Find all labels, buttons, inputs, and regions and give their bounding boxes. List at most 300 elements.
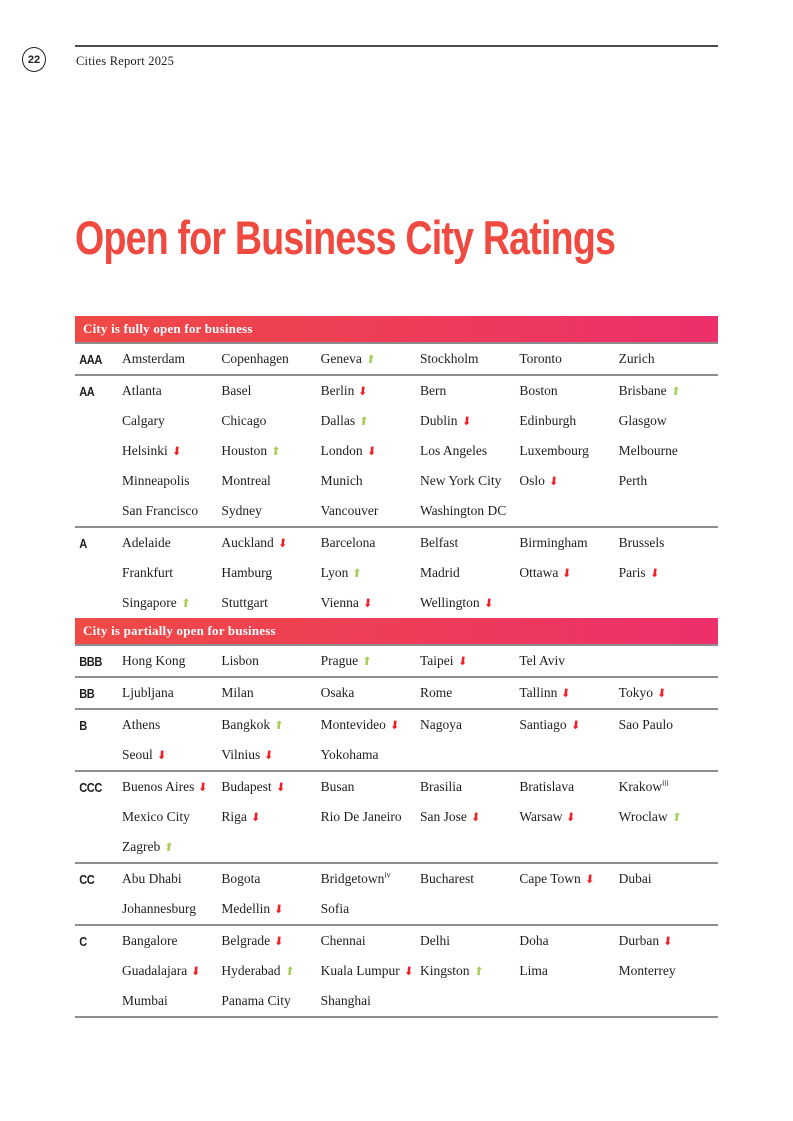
city-name: Buenos Aires bbox=[122, 779, 195, 794]
city-name: Bucharest bbox=[420, 871, 474, 886]
city-cell bbox=[221, 871, 320, 887]
rating-group bbox=[75, 924, 718, 1018]
city-cell bbox=[619, 535, 718, 551]
city-cell bbox=[122, 901, 221, 917]
section-band bbox=[75, 316, 718, 344]
trend-up-icon: ⬆ bbox=[180, 596, 192, 610]
city-name: Shanghai bbox=[320, 993, 371, 1008]
city-cell bbox=[122, 809, 221, 825]
city-cell bbox=[122, 747, 221, 763]
city-name: Krakow bbox=[618, 779, 663, 794]
city-cell bbox=[420, 473, 519, 489]
city-name: Geneva bbox=[320, 351, 362, 366]
city-cell bbox=[221, 535, 320, 551]
city-name: Santiago bbox=[519, 717, 567, 732]
city-name: Prague bbox=[320, 653, 359, 668]
city-cell bbox=[321, 963, 420, 979]
city-name: Taipei bbox=[420, 653, 454, 668]
city-name: Amsterdam bbox=[122, 351, 185, 366]
rating-group bbox=[75, 526, 718, 618]
city-cell bbox=[221, 717, 320, 733]
table-row bbox=[75, 466, 718, 496]
table-row bbox=[75, 772, 718, 802]
ratings-table bbox=[75, 316, 718, 1018]
city-name: Sao Paulo bbox=[618, 717, 674, 732]
city-cell bbox=[519, 933, 618, 949]
city-cell bbox=[519, 565, 618, 581]
rating-label: BB bbox=[79, 685, 95, 701]
city-name: Houston bbox=[221, 443, 268, 458]
city-name: Bogota bbox=[221, 871, 261, 886]
table-row bbox=[75, 558, 718, 588]
city-name: Tokyo bbox=[618, 685, 653, 700]
table-row bbox=[75, 646, 718, 676]
city-cell bbox=[122, 933, 221, 949]
city-cell bbox=[221, 993, 320, 1009]
city-name: Boston bbox=[519, 383, 558, 398]
rating-group bbox=[75, 646, 718, 676]
city-name: Minneapolis bbox=[122, 473, 190, 488]
city-name: Los Angeles bbox=[420, 443, 488, 458]
trend-down-icon: ⬇ bbox=[277, 536, 289, 550]
city-cell bbox=[420, 933, 519, 949]
footnote-marker: iv bbox=[384, 870, 391, 880]
city-cell bbox=[321, 443, 420, 459]
city-name: Lima bbox=[519, 963, 548, 978]
city-cell bbox=[321, 595, 420, 611]
table-row bbox=[75, 376, 718, 406]
city-cell bbox=[122, 839, 221, 855]
trend-down-icon: ⬇ bbox=[171, 444, 183, 458]
city-name: Stockholm bbox=[420, 351, 479, 366]
trend-down-icon: ⬇ bbox=[569, 718, 581, 732]
table-row bbox=[75, 956, 718, 986]
table-row bbox=[75, 496, 718, 526]
city-cell bbox=[221, 901, 320, 917]
city-name: Birmingham bbox=[519, 535, 588, 550]
city-cell bbox=[420, 809, 519, 825]
trend-down-icon: ⬇ bbox=[456, 654, 468, 668]
city-name: Warsaw bbox=[519, 809, 563, 824]
city-name: Lisbon bbox=[221, 653, 259, 668]
band-label: City is partially open for business bbox=[83, 623, 276, 638]
city-cell bbox=[122, 383, 221, 399]
city-cell bbox=[420, 351, 519, 367]
table-row bbox=[75, 864, 718, 894]
city-name: Brisbane bbox=[618, 383, 667, 398]
city-cell bbox=[619, 565, 718, 581]
city-name: Tallinn bbox=[519, 685, 558, 700]
city-name: Busan bbox=[320, 779, 355, 794]
city-cell bbox=[221, 747, 320, 763]
city-cell bbox=[420, 503, 519, 519]
trend-down-icon: ⬇ bbox=[362, 596, 374, 610]
city-cell bbox=[221, 809, 320, 825]
city-cell bbox=[321, 473, 420, 489]
trend-down-icon: ⬇ bbox=[561, 566, 573, 580]
trend-up-icon: ⬆ bbox=[361, 654, 373, 668]
city-name: Budapest bbox=[221, 779, 272, 794]
city-name: Athens bbox=[122, 717, 161, 732]
city-cell bbox=[321, 933, 420, 949]
table-row bbox=[75, 344, 718, 374]
city-cell bbox=[619, 383, 718, 399]
city-cell bbox=[619, 809, 718, 825]
city-cell bbox=[221, 443, 320, 459]
city-name: Basel bbox=[221, 383, 252, 398]
trend-down-icon: ⬇ bbox=[273, 902, 285, 916]
city-name: Guadalajara bbox=[122, 963, 188, 978]
table-row bbox=[75, 894, 718, 924]
city-name: New York City bbox=[420, 473, 502, 488]
rating-label: AAA bbox=[79, 351, 102, 367]
city-name: Rio De Janeiro bbox=[320, 809, 402, 824]
city-name: Hyderabad bbox=[221, 963, 281, 978]
trend-down-icon: ⬇ bbox=[565, 810, 577, 824]
city-cell bbox=[321, 747, 420, 763]
table-row bbox=[75, 678, 718, 708]
city-cell bbox=[519, 809, 618, 825]
table-row bbox=[75, 802, 718, 832]
city-cell bbox=[519, 717, 618, 733]
city-cell bbox=[321, 565, 420, 581]
city-cell bbox=[122, 565, 221, 581]
city-name: Kingston bbox=[420, 963, 470, 978]
city-cell bbox=[122, 779, 221, 795]
rating-label: AA bbox=[79, 383, 95, 399]
rating-label: CCC bbox=[79, 779, 102, 795]
city-name: Vancouver bbox=[320, 503, 379, 518]
trend-down-icon: ⬇ bbox=[156, 748, 168, 762]
city-cell bbox=[122, 413, 221, 429]
city-cell bbox=[122, 473, 221, 489]
city-cell bbox=[519, 653, 618, 669]
city-cell bbox=[420, 963, 519, 979]
city-name: Sydney bbox=[221, 503, 262, 518]
city-name: Durban bbox=[618, 933, 660, 948]
city-name: Medellin bbox=[221, 901, 271, 916]
city-cell bbox=[122, 443, 221, 459]
band-label: City is fully open for business bbox=[83, 321, 253, 336]
section-band bbox=[75, 618, 718, 646]
city-cell bbox=[122, 653, 221, 669]
city-name: Lyon bbox=[320, 565, 349, 580]
city-name: Milan bbox=[221, 685, 254, 700]
city-name: Mumbai bbox=[122, 993, 168, 1008]
trend-up-icon: ⬆ bbox=[163, 840, 175, 854]
city-name: Luxembourg bbox=[519, 443, 589, 458]
city-cell bbox=[519, 473, 618, 489]
page-title: Open for Business City Ratings bbox=[75, 211, 616, 264]
table-row bbox=[75, 740, 718, 770]
city-cell bbox=[221, 413, 320, 429]
city-name: Zurich bbox=[618, 351, 655, 366]
city-cell bbox=[420, 565, 519, 581]
footnote-marker: iii bbox=[662, 778, 669, 788]
city-cell bbox=[519, 779, 618, 795]
city-cell bbox=[619, 963, 718, 979]
city-name: Sofia bbox=[320, 901, 350, 916]
city-name: Dubai bbox=[618, 871, 652, 886]
city-cell bbox=[420, 685, 519, 701]
page-number: 22 bbox=[27, 53, 41, 66]
city-name: Bangkok bbox=[221, 717, 271, 732]
rating-group bbox=[75, 676, 718, 708]
city-cell bbox=[420, 535, 519, 551]
trend-up-icon: ⬆ bbox=[670, 810, 682, 824]
city-name: Chicago bbox=[221, 413, 267, 428]
city-cell bbox=[619, 871, 718, 887]
city-cell bbox=[321, 901, 420, 917]
city-cell bbox=[619, 933, 718, 949]
city-name: Johannesburg bbox=[122, 901, 196, 916]
city-name: Panama City bbox=[221, 993, 291, 1008]
city-name: Abu Dhabi bbox=[122, 871, 182, 886]
city-cell bbox=[321, 809, 420, 825]
trend-down-icon: ⬇ bbox=[656, 686, 668, 700]
city-cell bbox=[619, 473, 718, 489]
city-name: Mexico City bbox=[122, 809, 190, 824]
city-cell bbox=[519, 963, 618, 979]
city-name: Oslo bbox=[519, 473, 545, 488]
city-cell bbox=[619, 443, 718, 459]
trend-down-icon: ⬇ bbox=[274, 780, 286, 794]
city-name: Barcelona bbox=[320, 535, 376, 550]
city-cell bbox=[420, 779, 519, 795]
trend-down-icon: ⬇ bbox=[482, 596, 495, 610]
trend-down-icon: ⬇ bbox=[190, 964, 202, 978]
city-name: Delhi bbox=[420, 933, 450, 948]
city-name: Washington DC bbox=[420, 503, 507, 518]
city-name: Paris bbox=[618, 565, 646, 580]
trend-down-icon: ⬇ bbox=[357, 384, 369, 398]
trend-down-icon: ⬇ bbox=[263, 748, 275, 762]
city-name: Chennai bbox=[320, 933, 366, 948]
city-name: San Jose bbox=[420, 809, 467, 824]
city-name: Atlanta bbox=[122, 383, 162, 398]
city-cell bbox=[122, 993, 221, 1009]
city-name: Calgary bbox=[122, 413, 165, 428]
table-row bbox=[75, 986, 718, 1016]
city-name: Ljubljana bbox=[122, 685, 174, 700]
rating-group bbox=[75, 770, 718, 862]
city-name: Yokohama bbox=[320, 747, 379, 762]
city-name: Riga bbox=[221, 809, 247, 824]
city-name: Auckland bbox=[221, 535, 274, 550]
city-name: Copenhagen bbox=[221, 351, 289, 366]
table-row bbox=[75, 710, 718, 740]
city-name: Tel Aviv bbox=[519, 653, 566, 668]
trend-up-icon: ⬆ bbox=[365, 352, 377, 366]
trend-up-icon: ⬆ bbox=[358, 414, 370, 428]
city-cell bbox=[221, 473, 320, 489]
city-name: Frankfurt bbox=[122, 565, 173, 580]
table-row bbox=[75, 926, 718, 956]
city-cell bbox=[519, 685, 618, 701]
city-cell bbox=[321, 383, 420, 399]
city-cell bbox=[321, 535, 420, 551]
city-cell bbox=[221, 963, 320, 979]
report-name: Cities Report 2025 bbox=[76, 54, 175, 68]
city-cell bbox=[221, 503, 320, 519]
city-cell bbox=[122, 503, 221, 519]
city-cell bbox=[122, 351, 221, 367]
city-name: Hong Kong bbox=[122, 653, 186, 668]
city-name: Brussels bbox=[618, 535, 665, 550]
trend-up-icon: ⬆ bbox=[669, 384, 682, 398]
rating-group bbox=[75, 862, 718, 924]
city-name: Edinburgh bbox=[519, 413, 577, 428]
city-name: Seoul bbox=[122, 747, 153, 762]
city-cell bbox=[321, 503, 420, 519]
trend-down-icon: ⬇ bbox=[560, 686, 572, 700]
city-cell bbox=[519, 443, 618, 459]
trend-up-icon: ⬆ bbox=[283, 964, 295, 978]
trend-down-icon: ⬇ bbox=[365, 444, 378, 458]
city-cell bbox=[519, 413, 618, 429]
city-cell bbox=[221, 933, 320, 949]
city-name: Helsinki bbox=[122, 443, 168, 458]
city-name: Zagreb bbox=[122, 839, 161, 854]
trend-down-icon: ⬇ bbox=[197, 780, 209, 794]
city-name: Vilnius bbox=[221, 747, 261, 762]
trend-down-icon: ⬇ bbox=[273, 934, 285, 948]
city-cell bbox=[420, 653, 519, 669]
city-cell bbox=[221, 685, 320, 701]
table-row bbox=[75, 832, 718, 862]
rating-label: A bbox=[79, 535, 87, 551]
city-name: Bangalore bbox=[122, 933, 178, 948]
table-row bbox=[75, 528, 718, 558]
city-cell bbox=[619, 779, 718, 795]
trend-up-icon: ⬆ bbox=[270, 444, 282, 458]
city-name: Adelaide bbox=[122, 535, 171, 550]
city-name: Bern bbox=[420, 383, 447, 398]
trend-down-icon: ⬇ bbox=[389, 718, 401, 732]
city-name: Doha bbox=[519, 933, 549, 948]
city-name: Madrid bbox=[420, 565, 460, 580]
city-cell bbox=[321, 871, 420, 887]
rating-label: CC bbox=[79, 871, 95, 887]
city-name: Monterrey bbox=[618, 963, 676, 978]
trend-up-icon: ⬆ bbox=[273, 718, 285, 732]
city-name: Bratislava bbox=[519, 779, 575, 794]
city-cell bbox=[122, 535, 221, 551]
trend-down-icon: ⬇ bbox=[460, 414, 472, 428]
rating-label: BBB bbox=[79, 653, 102, 669]
city-cell bbox=[619, 685, 718, 701]
city-cell bbox=[221, 351, 320, 367]
city-name: Hamburg bbox=[221, 565, 273, 580]
city-cell bbox=[321, 685, 420, 701]
city-cell bbox=[420, 413, 519, 429]
city-name: Melbourne bbox=[618, 443, 678, 458]
city-name: Brasilia bbox=[420, 779, 462, 794]
city-cell bbox=[519, 383, 618, 399]
city-name: Perth bbox=[618, 473, 648, 488]
city-name: Vienna bbox=[320, 595, 359, 610]
city-name: Wroclaw bbox=[618, 809, 668, 824]
trend-down-icon: ⬇ bbox=[403, 964, 415, 978]
city-cell bbox=[321, 413, 420, 429]
city-name: Stuttgart bbox=[221, 595, 268, 610]
city-cell bbox=[519, 351, 618, 367]
trend-down-icon: ⬇ bbox=[648, 566, 661, 580]
city-cell bbox=[221, 779, 320, 795]
city-cell bbox=[519, 871, 618, 887]
city-name: Glasgow bbox=[618, 413, 667, 428]
table-row bbox=[75, 588, 718, 618]
city-name: Dublin bbox=[420, 413, 458, 428]
city-cell bbox=[221, 653, 320, 669]
city-name: Singapore bbox=[122, 595, 177, 610]
trend-down-icon: ⬇ bbox=[470, 810, 482, 824]
city-cell bbox=[122, 717, 221, 733]
header-rule bbox=[75, 45, 718, 47]
city-cell bbox=[122, 963, 221, 979]
city-cell bbox=[321, 351, 420, 367]
city-cell bbox=[221, 595, 320, 611]
trend-up-icon: ⬆ bbox=[472, 964, 484, 978]
city-name: London bbox=[320, 443, 363, 458]
city-name: Kuala Lumpur bbox=[320, 963, 400, 978]
rating-group bbox=[75, 708, 718, 770]
city-name: Rome bbox=[420, 685, 453, 700]
rating-group bbox=[75, 344, 718, 374]
city-name: Toronto bbox=[519, 351, 562, 366]
city-cell bbox=[619, 351, 718, 367]
city-name: Montreal bbox=[221, 473, 271, 488]
trend-down-icon: ⬇ bbox=[548, 474, 560, 488]
city-cell bbox=[420, 595, 519, 611]
trend-up-icon: ⬆ bbox=[351, 566, 363, 580]
city-cell bbox=[221, 383, 320, 399]
city-cell bbox=[619, 413, 718, 429]
city-cell bbox=[420, 717, 519, 733]
trend-down-icon: ⬇ bbox=[662, 934, 674, 948]
city-name: Montevideo bbox=[320, 717, 386, 732]
rating-group bbox=[75, 374, 718, 526]
city-name: Munich bbox=[320, 473, 363, 488]
table-row bbox=[75, 436, 718, 466]
city-name: Wellington bbox=[420, 595, 480, 610]
city-cell bbox=[420, 383, 519, 399]
city-name: Belfast bbox=[420, 535, 459, 550]
city-cell bbox=[221, 565, 320, 581]
city-name: San Francisco bbox=[122, 503, 199, 518]
city-cell bbox=[122, 685, 221, 701]
rating-label: B bbox=[79, 717, 87, 733]
city-name: Belgrade bbox=[221, 933, 271, 948]
trend-down-icon: ⬇ bbox=[584, 872, 596, 886]
city-cell bbox=[420, 443, 519, 459]
city-cell bbox=[321, 779, 420, 795]
page-number-badge bbox=[22, 47, 46, 72]
city-cell bbox=[122, 595, 221, 611]
city-cell bbox=[321, 653, 420, 669]
city-cell bbox=[420, 871, 519, 887]
city-cell bbox=[321, 717, 420, 733]
city-cell bbox=[519, 535, 618, 551]
city-name: Nagoya bbox=[420, 717, 462, 732]
city-cell bbox=[122, 871, 221, 887]
city-name: Bridgetown bbox=[320, 871, 385, 886]
city-cell bbox=[321, 993, 420, 1009]
city-name: Cape Town bbox=[519, 871, 581, 886]
rating-label: C bbox=[79, 933, 87, 949]
city-cell bbox=[619, 717, 718, 733]
city-name: Ottawa bbox=[519, 565, 559, 580]
